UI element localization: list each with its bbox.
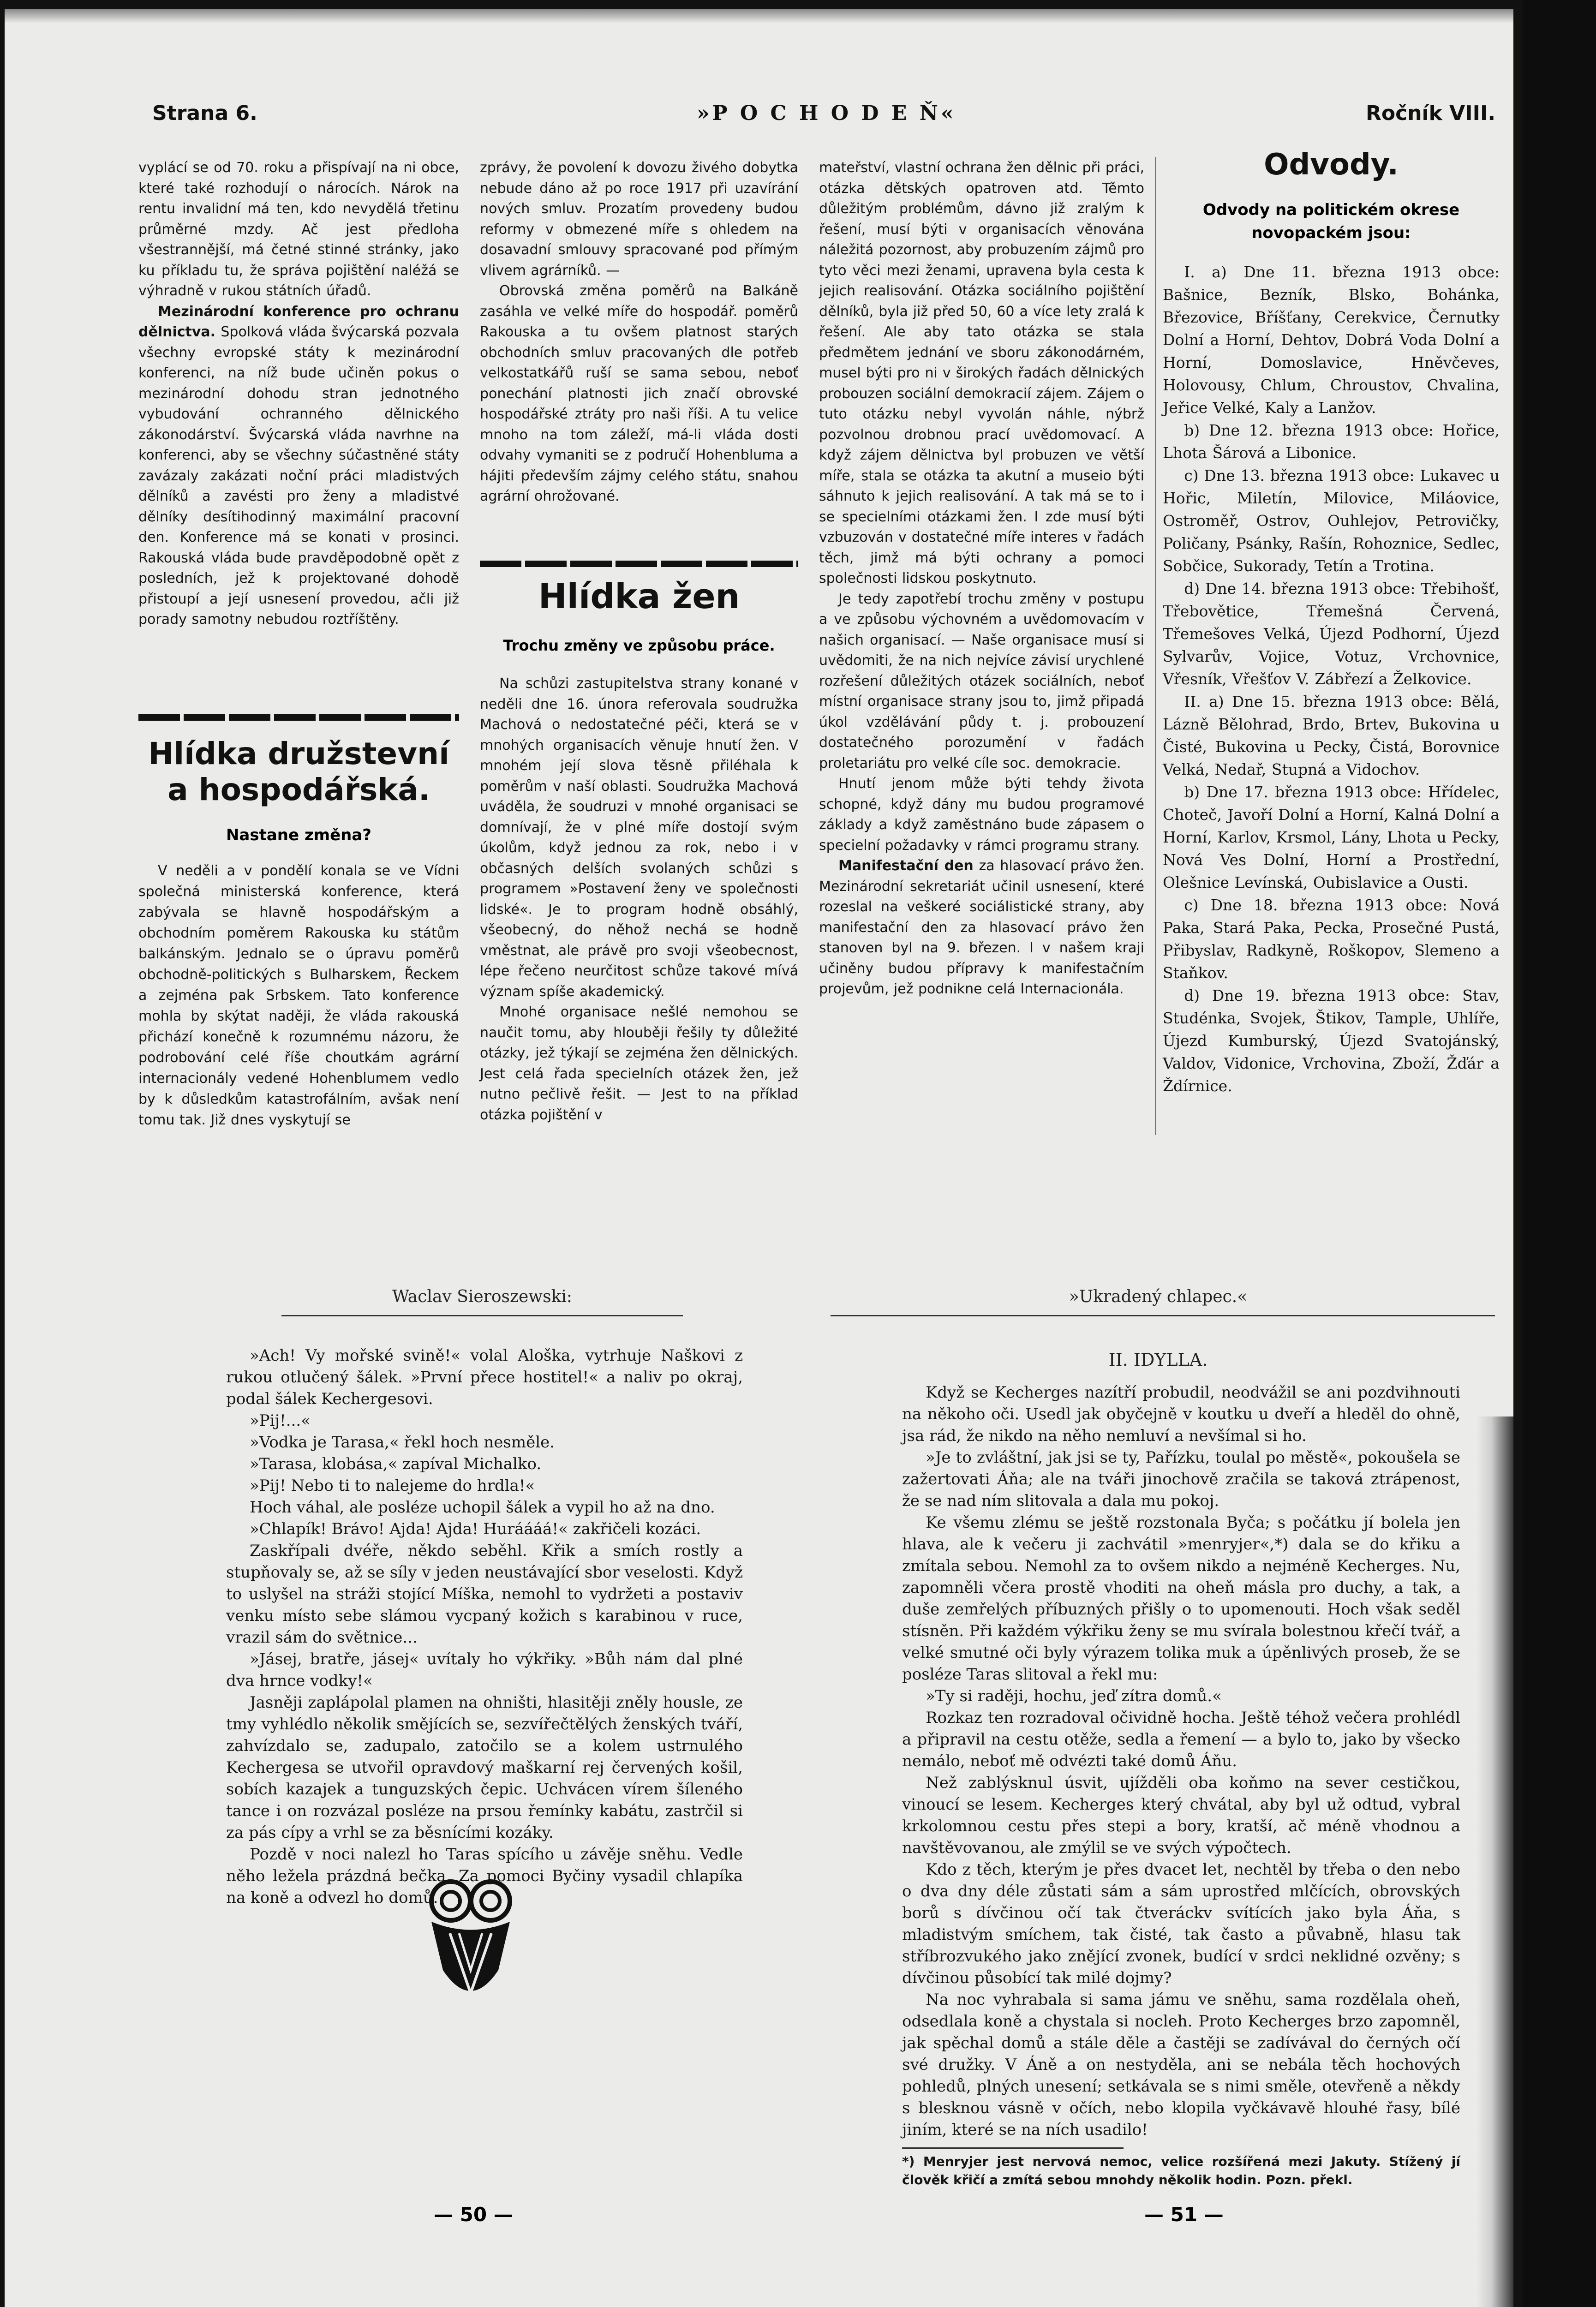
- manifest-day-heading: Manifestační den: [838, 858, 974, 874]
- story-paragraph: »Vodka je Tarasa,« řekl hoch nesměle.: [250, 1433, 555, 1452]
- women-text-method: Je tedy zapotřebí trochu změny v postupu a ve způsobu výchovném a uvědomovacím v našich organisací. — Naše organisace musí si uvědomiti, že na nich nejvíce závisí urychlené rozřešení důležitých otázek sociálních, neboť místní organisace strany jsou to, jimž připadá úkol vzdělávání půdy t. j. probouzení dostatečného porozumění v řadách proletariátu pro velké cíle soc. demokracie.: [819, 591, 1144, 771]
- binding-shadow: [1476, 1416, 1513, 2307]
- story-paragraph: »Chlapík! Brávo! Ajda! Ajda! Huráááá!« zakřičeli kozáci.: [250, 1520, 701, 1538]
- article-women-body: [480, 674, 798, 1125]
- chapter-heading: II. IDYLLA.: [1108, 1350, 1208, 1370]
- recruitment-item: I. a) Dne 11. března 1913 obce: Bašnice, Bezník, Blsko, Bohánka, Březovice, Bříšťany, Cerekvice, Černutky Dolní a Horní, Dehtov, Dobrá Voda Dolní a Horní, Domoslavice, Hněvčeves, Holovousy, Chlum, Chroustov, Chvalina, Jeřice Velké, Kaly a Lanžov.: [1163, 263, 1500, 417]
- story-paragraph: »Ach! Vy mořské svině!« volal Aloška, vytrhuje Naškovi z rukou otlučený šálek. »První přece hostitel!« a naliv po okraj, podal šálek Kechergesovi.: [226, 1346, 743, 1408]
- conference-heading: Mezinárodní konference pro ochranu dělnictva.: [138, 303, 459, 340]
- women-text-cont: mateřství, vlastní ochrana žen dělnic při práci, otázka dětských opatroven atd. Těmto důležitým problémům, dávno již zralým k řešení, musí býti v organisacích věnována náležitá pozornost, aby probuzením zájmů pro tyto věci mezi ženami, upravena byla cesta k jejich realisování. Otázka sociálního pojištění dělníků, byla již před 50, 60 a více lety zralá k řešení. Ale aby tato otázka se stala předmětem jednání ve sboru zákonodárném, musel býti pro ni v širokých řadách dělnických probouzen sociální demokracií zájem. Zájem o tuto otázku nebyl vyvolán náhle, nýbrž pozvolnou drobnou prací uvědomovací. A když zájem dělnictva byl probuzen ve větší míře, stala se otázka ta akutní a museio býti sáhnuto k jejich realisování. A tak má se to i se specielními otázkami žen. I zde musí býti vzbuzován v dostatečné míře interes v řadách těch, jimž má býti ochrany a pomoci společnosti lidskou poskytnuto.: [819, 160, 1144, 586]
- story-paragraph: Ke všemu zlému se ještě rozstonala Byča; s počátku jí bolela jen hlava, ale k večeru ji zachvátil »menryjer«,*) dala se do křiku a zmítala sebou. Nemohl za to ovšem nikdo a nejméně Kecherges. Nu, zapomněli včera prostě vhoditi na oheň másla pro duchy, a tak, a duše zemřelých příbuzných přišly o to upomenouti. Hoch však seděl stísněn. Při každém výkřiku ženy se mu svírala bolestnou křečí tvář, a velké smutné oči byly výrazem tolika muk a úpěnlivých proseb, že se posléze Taras slitoval a řekl mu:: [902, 1513, 1460, 1684]
- author-underline: [281, 1315, 683, 1316]
- footnote-divider: [902, 2147, 1124, 2149]
- article-title-women: Trochu změny ve způsobu práce.: [503, 637, 775, 654]
- story-paragraph: »Pij!...«: [250, 1411, 311, 1430]
- section-title-cooperative: Hlídka družstevní a hospodářská.: [148, 736, 449, 807]
- page-number-right: — 51 —: [1144, 2203, 1224, 2226]
- newspaper-spread: [5, 9, 1513, 2307]
- header-page-label: Strana 6.: [152, 102, 257, 125]
- manifest-day-text: za hlasovací právo žen. Mezinárodní sekretariát učinil usnesení, které rozeslal na veškeré sociálistické strany, aby manifestační den za hlasovací právo žen stanoven byl na 9. březen. I v našem kraji učiněny budou přípravy k manifestačním projevům, jež podnikne celá Internacionála.: [819, 858, 1144, 997]
- article-women-text-1: Na schůzi zastupitelstva strany konané v neděli dne 16. února referovala soudružka Machová o nedostatečné péči, která se v mnohých organisacích věnuje hnutí žen. V mnohém její slova těsně přiléhala k poměrům v naší oblasti. Soudružka Machová uváděla, že soudruzi v mnohé organisaci se domnívají, že v plné míře dostojí svým úkolům, když jednou za rok, nebo i v občasných delších svolaných schůzi s programem »Postavení ženy ve společnosti lidské«. Je to program hodně obsáhlý, všeobecný, do něhož nechá se hodně vměstnat, ale právě pro svoji všeobecnost, lépe řečeno neurčitost schůze takové mívá význam spíše akademický.: [480, 675, 798, 1000]
- owl-ornament-icon: [422, 1878, 519, 2012]
- story-paragraph: Rozkaz ten rozradoval očividně hocha. Ještě téhož večera prohlédl a připravil na cestu otěže, sedla a řemení — a bylo to, jako by všecko nemálo, neboť mě odvézti také domů Áňu.: [902, 1709, 1460, 1770]
- recruitment-list: [1163, 261, 1500, 1097]
- recruitment-item: c) Dne 18. března 1913 obce: Nová Paka, Stará Paka, Pecka, Prosečné Pustá, Přibyslav, Radkyně, Roškopov, Slemeno a Staňkov.: [1163, 896, 1500, 982]
- story-left-column: [226, 1345, 743, 1909]
- article-title-change: Nastane změna?: [226, 826, 372, 844]
- section-title-recruitment: Odvody.: [1264, 148, 1399, 182]
- article-pension-end: vyplácí se od 70. roku a přispívají na ni obce, které také rozhodují o nárocích. Nárok na rentu invalidní má ten, kdo nevydělá třetinu průměrné mzdy. Ač jest předloha všestrannější, má četné stinné stránky, jako ku příkladu tu, že správa pojištění naléžá se výhradně v rukou státních úřadů.: [138, 160, 459, 299]
- page-number-left: — 50 —: [434, 2203, 513, 2226]
- article-change-text: V neděli a v pondělí konala se ve Vídni společná ministerská konference, která zabývala se hlavně hospodářským a obchodním poměrem Rakouska ku státům balkánským. Jednalo se o úpravu poměrů obchodně-politických s Bulharskem, Řeckem a zejména pak Srbskem. Tato konference mohla by skýtat naději, že vláda rakouská přichází konečně k rozumnému názoru, že podrobování celé říše choutkám agrární internacionály vedené Hohenblumem vedlo by k důsledkům katastrofálním, avšak není tomu tak. Již dnes vyskytují se: [138, 863, 459, 1128]
- story-paragraph: Jasněji zaplápolal plamen na ohništi, hlasitěji zněly housle, ze tmy vyhlédlo několik smějících se, sezvířečtělých ženských tváří, zahvízdalo se, zadupalo, zatočilo se a kolem ustrnulého Kechergesa se utvořil opravdový maškarní rej červených košil, sobích kazajek a tunguzských čepic. Uchvácen vírem šíleného tance i on rozvázal posléze na prsou řemínky kabátu, zastrčil si za pás cípy a vrhl se za běsnícími kozáky.: [226, 1693, 743, 1842]
- page-top-shadow: [5, 9, 1513, 23]
- article-women-text-2: Mnohé organisace nešlé nemohou se naučit tomu, aby hlouběji řešily ty důležité otázky, jež týkají se zejména žen dělnických. Jest celá řada specielních otázek žen, jež nutno pečlivě řešit. — Jest to na příklad otázka pojištění v: [480, 1004, 798, 1123]
- conference-paragraph: [138, 302, 459, 630]
- column-1: [138, 158, 459, 630]
- story-paragraph: Zaskřípali dvéře, někdo seběhl. Křik a smích rostly a stupňovaly se, až se síly v jeden neustávající sbor veselosti. Když to uslyšel na stráži stojící Míška, nemohl to vydržeti a postaviv venku místo sebe slámou vycpaný kožich s karabinou v ruce, vrazil sám do světnice...: [226, 1542, 743, 1647]
- women-text-movement: Hnutí jenom může býti tehdy života schopné, když dány mu budou programové základy a když zaměstnáno bude zápasem o specielní požadavky v rámci programu strany.: [819, 776, 1144, 854]
- footnote: *) Menryjer jest nervová nemoc, velice rozšířená mezi Jakuty. Stížený jí člověk křičí a zmítá sebou mnohdy několik hodin. Pozn. překl.: [902, 2154, 1460, 2187]
- article-trade-cont: zprávy, že povolení k dovozu živého dobytka nebude dáno až po roce 1917 při uzavírání nových smluv. Prozatím provedeny budou reformy v obmezené míře s ohledem na dosavadní smlouvy spracované pod přímým vlivem agrárníků. —: [480, 160, 798, 279]
- scan-border-right: [1523, 0, 1596, 2307]
- story-paragraph: »Pij! Nebo ti to nalejeme do hrdla!«: [250, 1476, 535, 1495]
- story-right-column: [902, 1382, 1460, 2189]
- story-title: »Ukradený chlapec.«: [1069, 1287, 1248, 1306]
- column-divider-line: [1155, 157, 1156, 1135]
- section-title-women: Hlídka žen: [538, 577, 740, 616]
- story-paragraph: »Je to zvláštní, jak jsi se ty, Pařízku, toulal po městě«, pokoušela se zažertovati Áňa; ale na tváři jinochově zračila se taková ztrápenost, že se nad ním slitovala a dala mu pokoj.: [902, 1448, 1460, 1510]
- recruitment-item: c) Dne 13. března 1913 obce: Lukavec u Hořic, Miletín, Milovice, Miláovice, Ostroměř, Ostrov, Ouhlejov, Petrovičky, Poličany, Psánky, Rašín, Rohoznice, Sedlec, Sobčice, Sukorady, Tetín a Trotina.: [1163, 466, 1500, 575]
- story-paragraph: Když se Kecherges nazítří probudil, neodvážil se ani pozdvihnouti na někoho oči. Usedl jak obyčejně v koutku u dveří a hleděl do ohně, jsa rád, že nikdo na něho nemluví a nevšímal si ho.: [902, 1383, 1460, 1445]
- story-author: Waclav Sieroszewski:: [392, 1287, 573, 1306]
- recruitment-item: d) Dne 19. března 1913 obce: Stav, Studénka, Svojek, Štikov, Tample, Uhlíře, Újezd Kumburský, Újezd Svatojánský, Valdov, Vidonice, Vrchovina, Zboží, Žďár a Ždírnice.: [1163, 986, 1500, 1095]
- recruitment-item: II. a) Dne 15. března 1913 obce: Bělá, Lázně Bělohrad, Brdo, Brtev, Bukovina u Čisté, Bukovina u Pecky, Čistá, Borovnice Velká, Nedař, Stupná a Vidochov.: [1163, 693, 1500, 778]
- story-paragraph: Hoch váhal, ale posléze uchopil šálek a vypil ho až na dno.: [250, 1498, 715, 1517]
- recruitment-item: d) Dne 14. března 1913 obce: Třebihošť, Třebovětice, Třemešná Červená, Třemešoves Velká, Újezd Podhorní, Újezd Sylvarův, Vojice, Votuz, Vrchovnice, Vřesník, Vřešťov V. Zábřezí a Želkovice.: [1163, 580, 1500, 688]
- story-paragraph: »Ty si raději, hochu, jeď zítra domů.«: [926, 1687, 1222, 1705]
- conference-text: Spolková vláda švýcarská pozvala všechny evropské státy k mezinárodní konferenci, na níž bude učiněn pokus o mezinárodní dohodu stran jednotného vybudování ochranného dělnického zákonodárství. Švýcarská vláda navrhne na konferenci, aby se všechny súčastněné státy zavázaly zakázati noční práci mladistvých dělníků a zavésti pro ženy a mladistvé dělníky desítihodinný maximální pracovní den. Konference má se konati v prosinci. Rakouská vláda bude pravděpodobně opět z posledních, jež k projektované dohodě přistoupí a její usnesení provedou, ačli již porady samotny nebudou roztříštěny.: [138, 324, 459, 628]
- header-volume: Ročník VIII.: [1366, 102, 1496, 125]
- title-underline: [831, 1315, 1495, 1316]
- column-3: [819, 158, 1144, 1000]
- column-2: [480, 158, 798, 507]
- manifest-day-paragraph: [819, 856, 1144, 1000]
- story-paragraph: »Tarasa, klobása,« zapíval Michalko.: [250, 1455, 542, 1473]
- header-masthead: »P O C H O D E Ň«: [697, 102, 956, 125]
- story-paragraph: Na noc vyhrabala si sama jámu ve sněhu, sama rozdělala oheň, odsedlala koně a chystala si nocleh. Proto Kecherges brzo zapomněl, jak spěchal domů a stále děle a častěji se zadívával do černých očí své družky. V Áně a on nestyděla, ani se nebála těch hochových pohledů, plných unesení; setkávala se s nimi směle, otevřeně a někdy s blesknou vásně v očích, nebo klopila vyčkávavě hlouhé řasy, bílé jiním, které se na ních usadilo!: [902, 1990, 1460, 2139]
- story-paragraph: Pozdě v noci nalezl ho Taras spícího u závěje sněhu. Vedle něho ležela prázdná bečka. Za pomoci Byčiny vysadil chlapíka na koně a odvezl ho domů.: [226, 1845, 743, 1907]
- recruitment-subtitle: Odvody na politickém okrese novopackém jsou:: [1202, 201, 1460, 242]
- recruitment-item: b) Dne 17. března 1913 obce: Hřídelec, Choteč, Javoří Dolní a Horní, Kalná Dolní a Horní, Karlov, Krsmol, Lány, Lhota u Pecky, Nová Ves Dolní, Horní a Prostřední, Olešnice Levínská, Oubislavice a Ousti.: [1163, 783, 1500, 891]
- article-change-body: [138, 861, 459, 1130]
- section-divider: [138, 714, 459, 721]
- recruitment-item: b) Dne 12. března 1913 obce: Hořice, Lhota Šárová a Libonice.: [1163, 421, 1500, 462]
- section-divider-2: [480, 561, 798, 567]
- story-paragraph: »Jásej, bratře, jásej« uvítaly ho výkřiky. »Bůh nám dal plné dva hrnce vodky!«: [226, 1650, 743, 1690]
- article-balkan: Obrovská změna poměrů na Balkáně zasáhla ve velké míře do hospodář. poměrů Rakouska a tu ovšem platnost starých obchodních smluv pracovaných dle potřeb velkostatkářů ruší se sama sebou, neboť ponechání platnosti jich značí obrovské hospodářské ztráty pro naši říši. A tu velice mnoho na tom záleží, má-li vláda dosti odvahy vymaniti se z područí Hohenbluma a hájiti především zájmy celého státu, snahou agrární ohrožované.: [480, 283, 798, 504]
- story-paragraph: Kdo z těch, kterým je přes dvacet let, nechtěl by třeba o den nebo o dva dny déle zůstati sám a sám uprostřed mlčících, obrovských borů s dívčinou očí tak čtveráckv svítících jako byla Áňa, s mladistvým smíchem, tak čisté, tak často a půvabně, hlasu tak stříbrozvukého jako znějící zvonek, budící v srdci neklidné ozvěny; s dívčinou působící tak milé dojmy?: [902, 1860, 1460, 1987]
- story-paragraph: Než zablýsknul úsvit, ujížděli oba koňmo na sever cestičkou, vinoucí se lesem. Kecherges který chvátal, aby byl už odtud, vybral krkolomnou cestu přes stepi a bory, kratší, ač méně vhodnou a navštěvovanou, ale zmýlil se ve svých výpočtech.: [902, 1774, 1460, 1857]
